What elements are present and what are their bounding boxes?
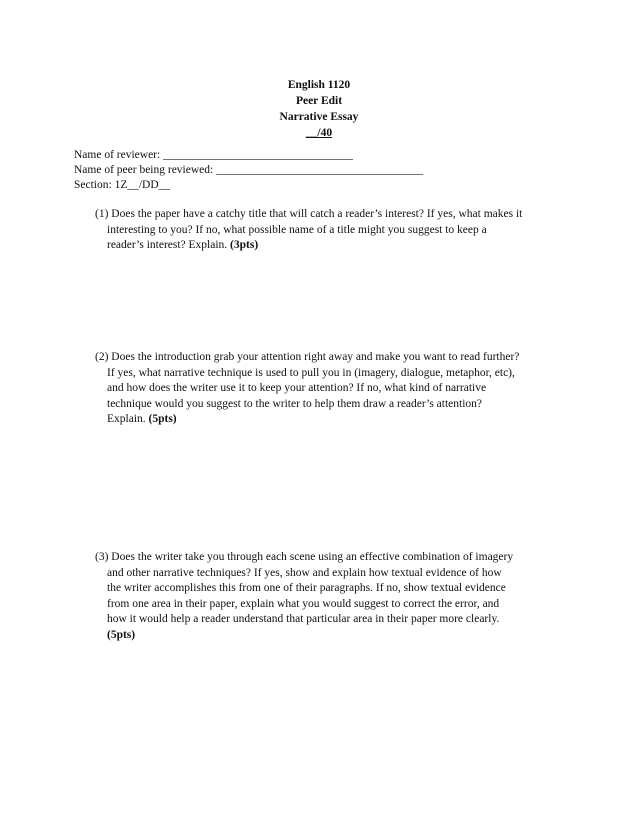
question-line: and other narrative techniques? If yes, show and explain how textual evidence of how	[107, 566, 502, 579]
question-line	[95, 628, 573, 644]
question-3	[95, 550, 573, 643]
reviewer-name-line: Name of reviewer: _________________________________	[74, 149, 353, 161]
document-header	[0, 77, 638, 141]
question-line: reader’s interest? Explain. (3pts)	[107, 239, 259, 251]
question-line: Explain. (5pts)	[107, 413, 177, 425]
question-line: and how does the writer use it to keep your attention? If no, what kind of narrative	[107, 382, 487, 394]
question-2	[95, 350, 573, 428]
question-line: the writer accomplishes this from one of their paragraphs. If no, show textual evidence	[107, 582, 506, 594]
question-line: (2) Does the introduction grab your attention right away and make you want to read further?	[95, 351, 520, 363]
points-label: (5pts)	[148, 413, 177, 425]
question-line: technique would you suggest to the writer to help them draw a reader’s attention?	[107, 397, 483, 410]
section-line: Section: 1Z__/DD__	[74, 179, 171, 191]
question-line: how it would help a reader understand that particular area in their paper more clearly.	[107, 613, 500, 625]
question-line: (3) Does the writer take you through each scene using an effective combination of imagery	[95, 551, 514, 563]
question-line: If yes, what narrative technique is used to pull you in (imagery, dialogue, metaphor, etc),	[107, 366, 515, 379]
reviewer-info	[74, 148, 423, 193]
question-line: (1) Does the paper have a catchy title that will catch a reader’s interest? If yes, what makes it	[95, 208, 523, 220]
peer-name-line: Name of peer being reviewed: ____________________________________	[74, 164, 424, 176]
question-1	[95, 207, 573, 254]
question-line: interesting to you? If no, what possible name of a title might you suggest to keep a	[107, 223, 487, 236]
question-line: from one area in their paper, explain what you would suggest to correct the error, and	[107, 597, 500, 610]
document-subtitle: Peer Edit	[295, 95, 343, 107]
points-label: (5pts)	[107, 628, 136, 641]
assignment-title: Narrative Essay	[279, 111, 359, 123]
course-title: English 1120	[287, 79, 351, 91]
points-label: (3pts)	[230, 239, 259, 251]
total-score: __/40	[305, 127, 333, 139]
